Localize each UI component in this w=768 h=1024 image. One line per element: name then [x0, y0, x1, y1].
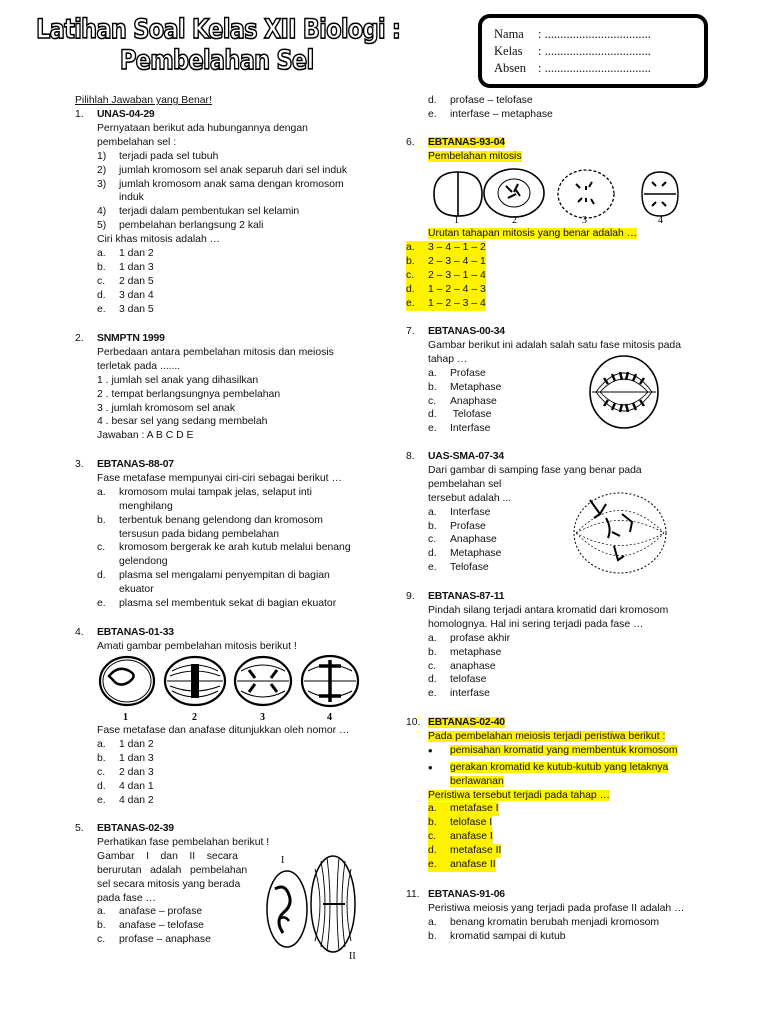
answer-option[interactable]: d. 3 dan 4: [97, 289, 154, 301]
prophase-figure-q8: [570, 488, 670, 578]
answer-option[interactable]: b. 1 dan 3: [97, 261, 154, 273]
absen-row[interactable]: Absen : ..................................: [494, 61, 651, 75]
answer-option[interactable]: c. Anaphase: [428, 534, 497, 546]
answer-option[interactable]: b. terbentuk benang gelendong dan kromosom tersusun pada bidang pembelahan: [97, 514, 323, 540]
answer-option[interactable]: a. 1 dan 2: [97, 738, 154, 750]
answer-option[interactable]: d. profase – telofase: [428, 95, 533, 106]
question-code: EBTANAS-87-11: [428, 591, 505, 602]
identity-box: [478, 14, 708, 88]
answer-option[interactable]: b. anafase – telofase: [97, 920, 204, 932]
answer-option[interactable]: e. 4 dan 2: [97, 794, 154, 806]
statement-item: 3) jumlah kromosom anak sama dengan kromosom: [97, 178, 344, 190]
figure-label: I: [281, 855, 285, 866]
answer-option[interactable]: e. anafase II: [428, 859, 496, 871]
title-line-2: Pembelahan Sel: [119, 45, 314, 76]
answer-option[interactable]: a. 3 – 4 – 1 – 2: [406, 242, 486, 253]
answer-choices[interactable]: Jawaban : A B C D E: [97, 430, 194, 442]
answer-option[interactable]: c. anaphase: [428, 660, 496, 672]
answer-option[interactable]: e. Interfase: [428, 423, 491, 435]
answer-option[interactable]: e. Telofase: [428, 562, 489, 574]
answer-option[interactable]: d. telofase: [428, 674, 487, 686]
answer-option[interactable]: c. 2 dan 3: [97, 766, 154, 778]
question-code: UNAS-04-29: [97, 109, 155, 120]
answer-option[interactable]: c. 2 dan 5: [97, 275, 154, 287]
answer-option[interactable]: a. benang kromatin berubah menjadi kromosom: [428, 916, 660, 928]
instruction: Pilihlah Jawaban yang Benar!: [75, 95, 212, 106]
answer-option[interactable]: a. 1 dan 2: [97, 248, 154, 260]
figure-label: 1: [123, 712, 128, 723]
statement-item: 4) terjadi dalam pembentukan sel kelamin: [97, 206, 300, 218]
figure-label: 4: [327, 712, 332, 723]
statement-item: 5) pembelahan berlangsung 2 kali: [97, 220, 264, 232]
figure-label: 2: [512, 215, 517, 224]
figure-label: 2: [192, 712, 197, 723]
question-code: EBTANAS-88-07: [97, 459, 174, 470]
answer-option[interactable]: b. telofase I: [428, 817, 493, 829]
answer-option[interactable]: a. profase akhir: [428, 632, 511, 644]
figure-label: 1: [454, 215, 459, 224]
answer-option[interactable]: b. Metaphase: [428, 381, 502, 393]
answer-option[interactable]: b. metaphase: [428, 646, 502, 658]
statement-item: 2) jumlah kromosom sel anak separuh dari sel induk: [97, 164, 348, 176]
question-code: UAS-SMA-07-34: [428, 451, 504, 462]
answer-option[interactable]: d. Telofase: [428, 409, 492, 421]
figure-label: 4: [658, 215, 663, 224]
answer-option[interactable]: d. plasma sel mengalami penyempitan di bagian ekuator: [97, 570, 330, 596]
answer-option[interactable]: b. 1 dan 3: [97, 752, 154, 764]
class-row[interactable]: Kelas : ..................................: [494, 44, 651, 58]
question-code: EBTANAS-91-06: [428, 889, 505, 900]
answer-option[interactable]: a. kromosom mulai tampak jelas, selaput inti menghilang: [97, 486, 312, 512]
figure-label: 3: [260, 712, 265, 723]
answer-option[interactable]: b. Profase: [428, 520, 486, 532]
answer-option[interactable]: b. 2 – 3 – 4 – 1: [406, 255, 486, 267]
answer-option[interactable]: e. plasma sel membentuk sekat di bagian ekuator: [97, 598, 337, 610]
answer-option[interactable]: d. 1 – 2 – 4 – 3: [406, 283, 486, 295]
title-line-1: Latihan Soal Kelas XII Biologi :: [36, 14, 401, 45]
answer-option[interactable]: e. 1 – 2 – 3 – 4: [406, 297, 486, 309]
statement-item: 1) terjadi pada sel tubuh: [97, 150, 219, 162]
anaphase-figure-q7: [586, 352, 662, 432]
answer-option[interactable]: a. metafase I: [428, 803, 499, 815]
question-code: EBTANAS-02-39: [97, 823, 174, 834]
answer-option[interactable]: d. metafase II: [428, 845, 502, 857]
figure-label: II: [349, 951, 356, 961]
answer-option[interactable]: c. anafase I: [428, 831, 493, 843]
question-code: EBTANAS-01-33: [97, 627, 174, 638]
question-code: EBTANAS-02-40: [428, 717, 505, 728]
question-code: SNMPTN 1999: [97, 333, 165, 344]
answer-option[interactable]: d. Metaphase: [428, 548, 502, 560]
answer-option[interactable]: c. 2 – 3 – 1 – 4: [406, 269, 486, 281]
answer-option[interactable]: a. Profase: [428, 367, 486, 379]
bullet-item: • pemisahan kromatid yang membentuk kromosom: [428, 742, 678, 758]
answer-option[interactable]: c. profase – anaphase: [97, 934, 211, 946]
answer-option[interactable]: c. Anaphase: [428, 395, 497, 407]
answer-option[interactable]: d. 4 dan 1: [97, 780, 154, 792]
name-row[interactable]: Nama : ..................................: [494, 27, 651, 41]
question-code: EBTANAS-93-04: [428, 137, 505, 148]
question-code: EBTANAS-00-34: [428, 326, 505, 337]
page-title: [36, 14, 401, 76]
figure-label: 3: [582, 215, 587, 224]
answer-option[interactable]: a. anafase – profase: [97, 906, 203, 918]
mitosis-figure-q5: [265, 849, 375, 961]
answer-option[interactable]: e. interfase: [428, 688, 490, 700]
statement-item: induk: [119, 192, 144, 204]
answer-option[interactable]: e. 3 dan 5: [97, 303, 154, 315]
bullet-item: • gerakan kromatid ke kutub-kutub yang letaknya berlawanan: [428, 759, 669, 787]
answer-option[interactable]: e. interfase – metaphase: [428, 108, 553, 120]
mitosis-figure-q6: [430, 166, 690, 224]
answer-option[interactable]: b. kromatid sampai di kutub: [428, 930, 566, 942]
answer-option[interactable]: c. kromosom bergerak ke arah kutub melalui benang gelendong: [97, 542, 351, 568]
mitosis-figure-q4: [97, 654, 367, 726]
answer-option[interactable]: a. Interfase: [428, 506, 491, 518]
